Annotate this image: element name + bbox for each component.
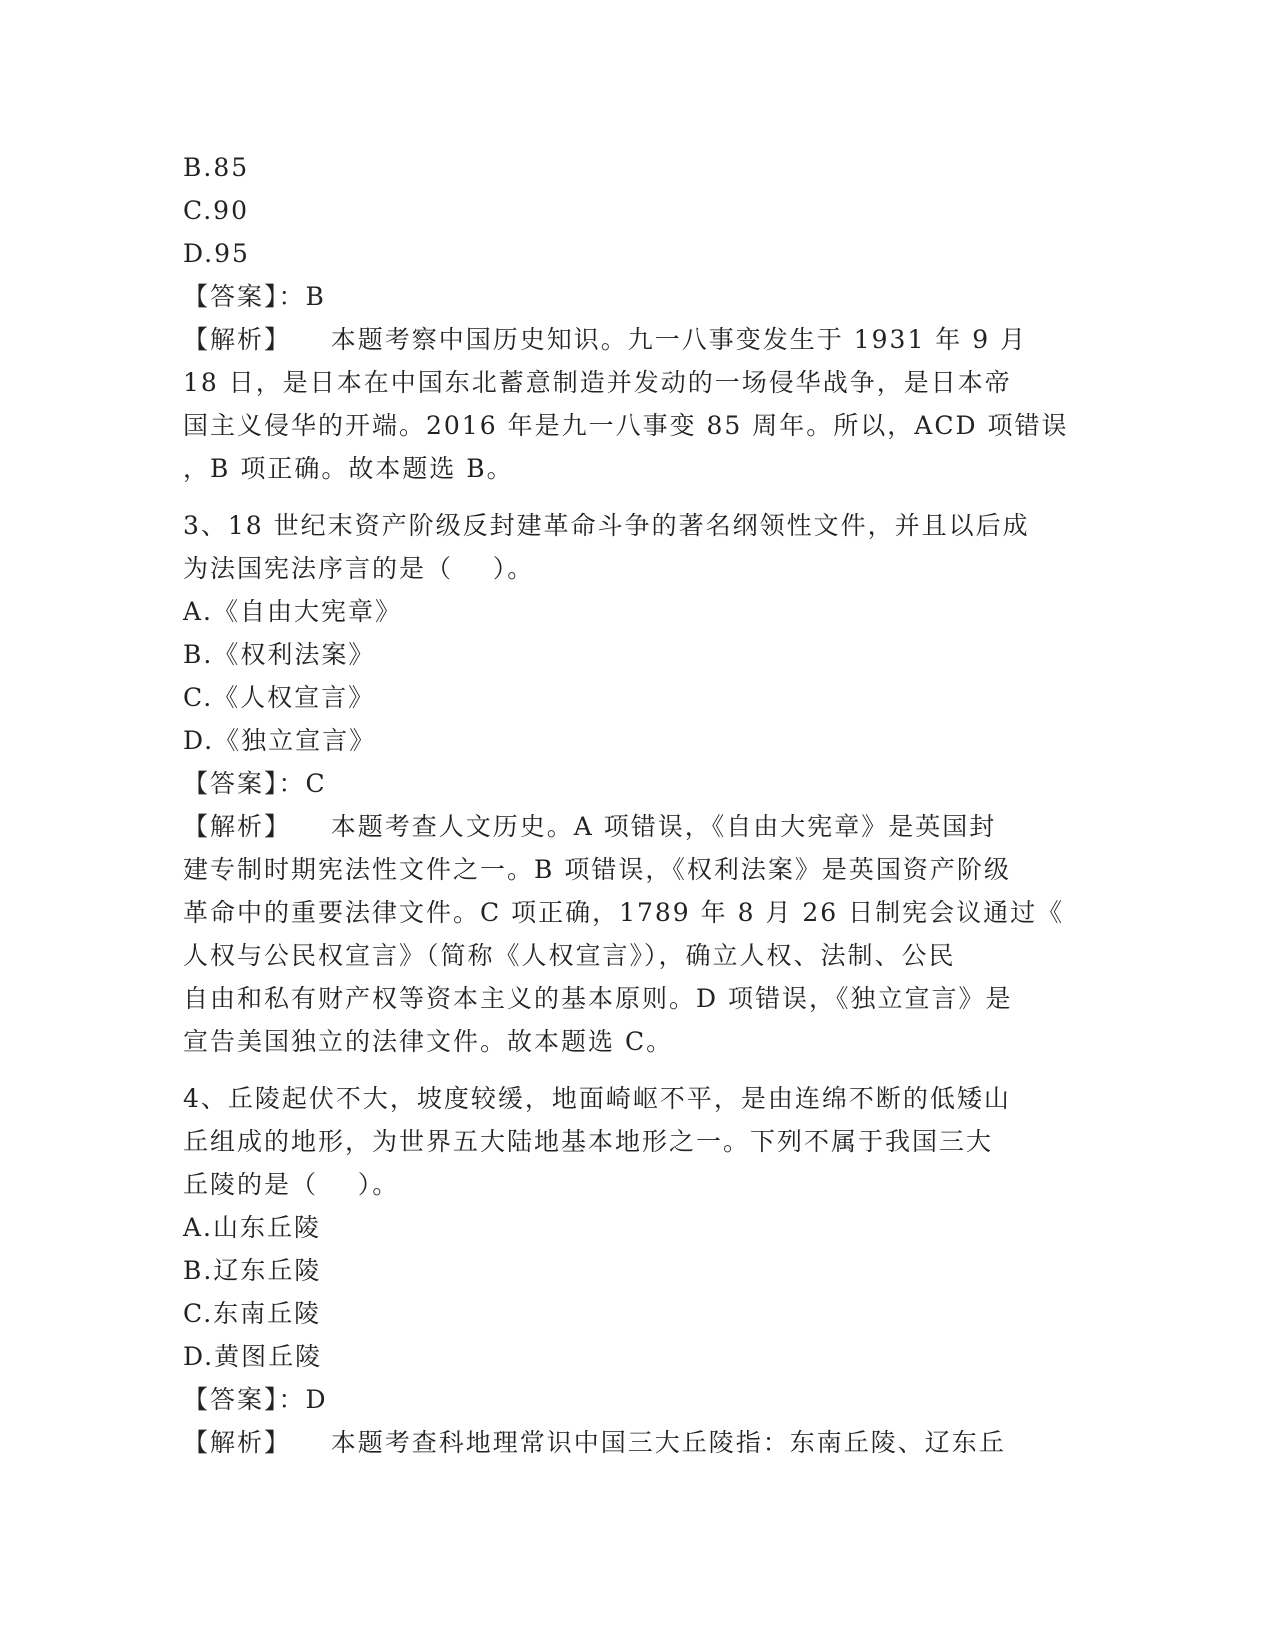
option-d: D.《独立宣言》 [183,726,377,755]
question-3 [183,504,1083,1063]
answer-line: 【答案】：D [183,1385,328,1414]
analysis-line: ，B 项正确。故本题选 B。 [183,454,514,483]
option-b: B.《权利法案》 [183,640,376,669]
option-a: A.《自由大宪章》 [183,597,403,626]
question-stem-line: 丘组成的地形，为世界五大陆地基本地形之一。下列不属于我国三大 [183,1127,994,1156]
analysis-line: 人权与公民权宣言》（简称《人权宣言》），确立人权、法制、公民 [183,941,956,970]
option-c: C.东南丘陵 [183,1299,322,1328]
option-c: C.《人权宣言》 [183,683,376,712]
option-b: B.85 [183,153,250,182]
question-4 [183,1077,1083,1464]
analysis-line: 国主义侵华的开端。2016 年是九一八事变 85 周年。所以，ACD 项错误 [183,411,1069,440]
analysis-line: 宣告美国独立的法律文件。故本题选 C。 [183,1027,674,1056]
analysis-line: 自由和私有财产权等资本主义的基本原则。D 项错误，《独立宣言》是 [183,984,1013,1013]
question-stem-line: 丘陵的是（ ）。 [183,1170,400,1199]
question-2 [183,146,1083,490]
option-d: D.95 [183,239,250,268]
option-a: A.山东丘陵 [183,1213,322,1242]
analysis-line: 建专制时期宪法性文件之一。B 项错误，《权利法案》是英国资产阶级 [183,855,1011,884]
question-stem-line: 为法国宪法序言的是（ ）。 [183,554,535,583]
option-c: C.90 [183,196,249,225]
answer-line: 【答案】：C [183,769,327,798]
document-page [183,146,1083,1464]
question-stem-line: 4、丘陵起伏不大，坡度较缓，地面崎岖不平，是由连绵不断的低矮山 [183,1084,1011,1113]
analysis-line: 【解析】 本题考查科地理常识中国三大丘陵指：东南丘陵、辽东丘 [183,1428,1006,1457]
analysis-line: 18 日，是日本在中国东北蓄意制造并发动的一场侵华战争，是日本帝 [183,368,1012,397]
option-d: D.黄图丘陵 [183,1342,323,1371]
analysis-line: 革命中的重要法律文件。C 项正确，1789 年 8 月 26 日制宪会议通过《 [183,898,1065,927]
analysis-line: 【解析】 本题考察中国历史知识。九一八事变发生于 1931 年 9 月 [183,325,1028,354]
option-b: B.辽东丘陵 [183,1256,322,1285]
answer-line: 【答案】：B [183,282,326,311]
question-stem-line: 3、18 世纪末资产阶级反封建革命斗争的著名纲领性文件，并且以后成 [183,511,1030,540]
analysis-line: 【解析】 本题考查人文历史。A 项错误，《自由大宪章》是英国封 [183,812,997,841]
